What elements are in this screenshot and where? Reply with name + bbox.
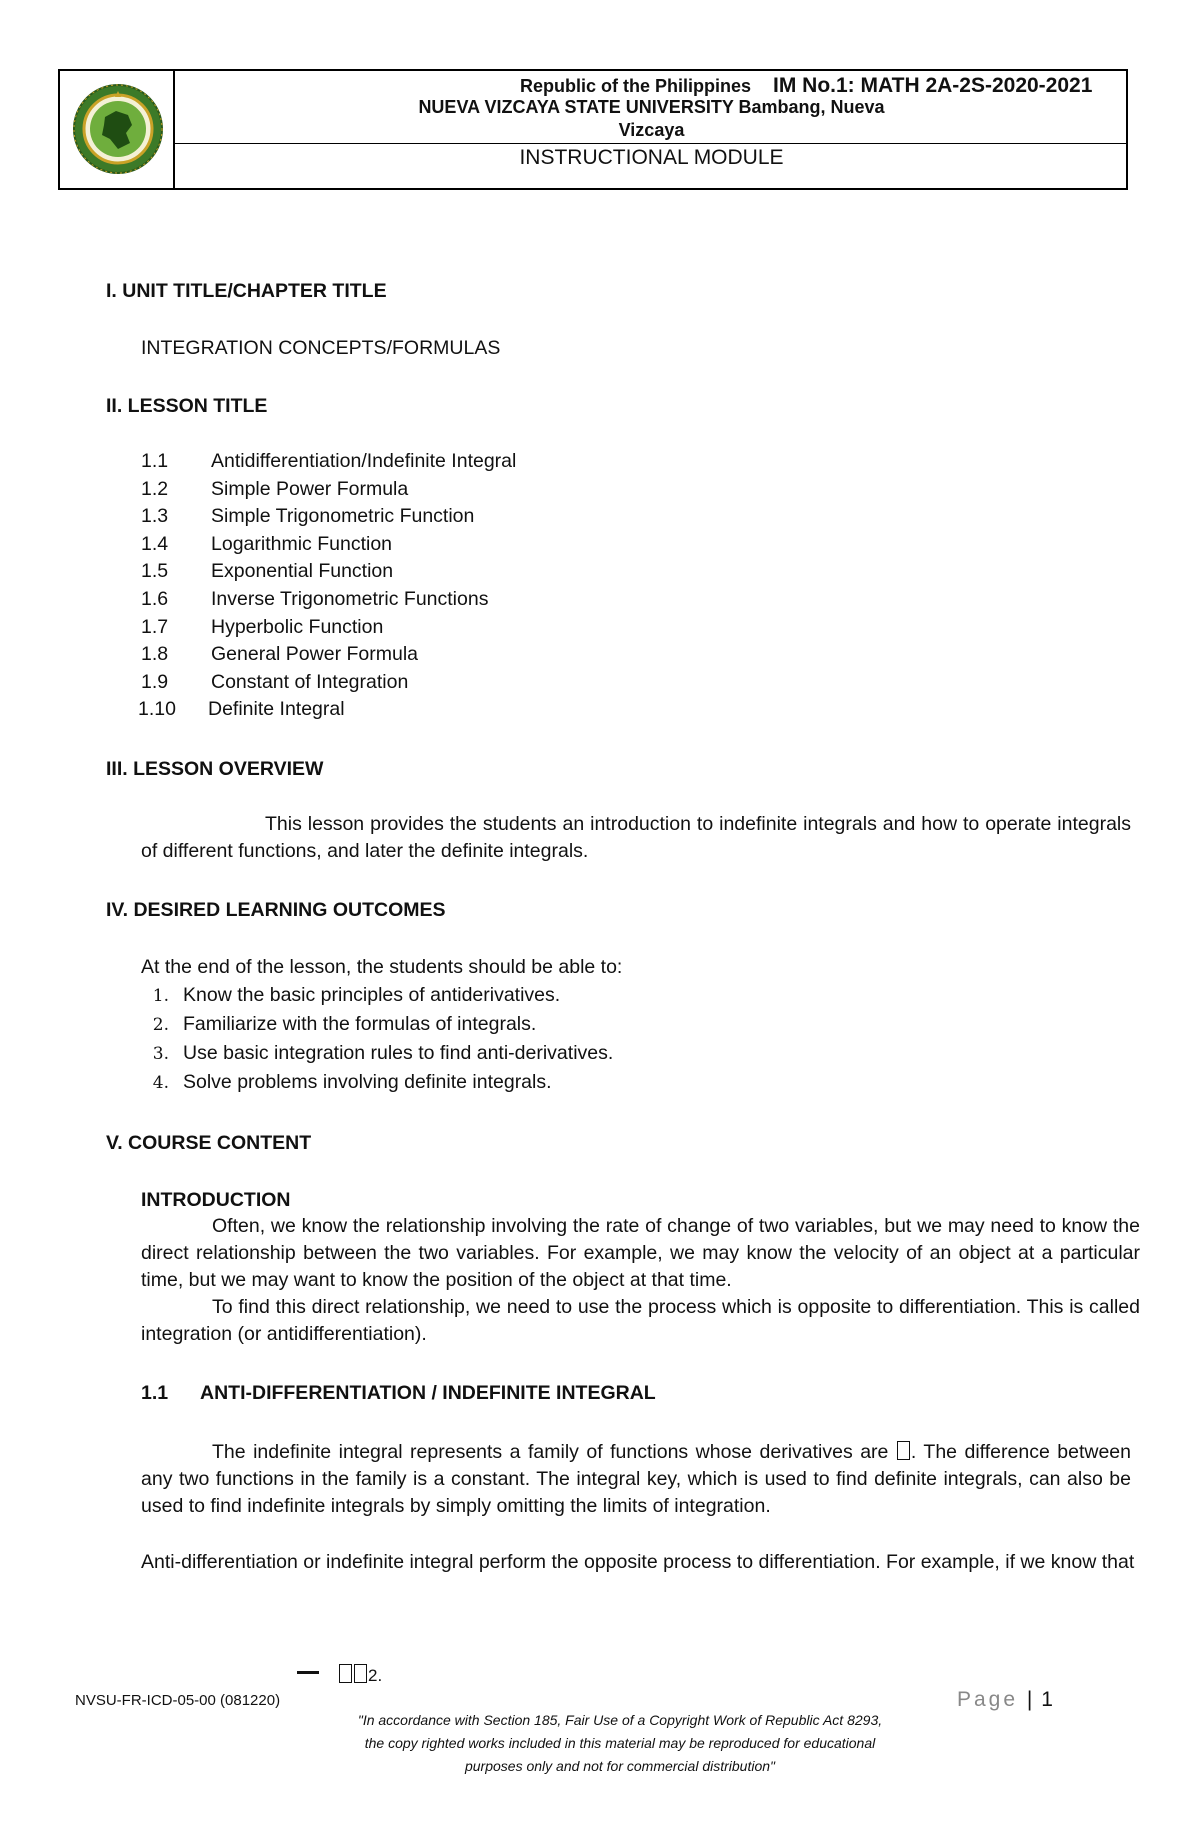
outcomes-intro: At the end of the lesson, the students should be able to: <box>141 956 623 978</box>
lesson-heading: II. LESSON TITLE <box>106 395 268 417</box>
lesson-list <box>138 450 517 728</box>
lesson-item: 1.1 Antidifferentiation/Indefinite Integral <box>141 450 517 472</box>
lesson-item: 1.10 Definite Integral <box>138 698 345 721</box>
header-line-3: Vizcaya <box>618 120 685 140</box>
formula-fragment: 2. <box>338 1664 382 1684</box>
header-line-1: Republic of the Philippines IM No.1: MATH 2A-2S-2020-2021 <box>520 74 1093 97</box>
lesson-item: 1.5 Exponential Function <box>141 560 394 583</box>
lesson-item: 1.4 Logarithmic Function <box>141 532 393 555</box>
lesson-item: 1.3 Simple Trigonometric Function <box>141 505 475 528</box>
outcome-item: 3. Use basic integration rules to find anti-derivatives. <box>152 1042 614 1064</box>
im-code: IM No.1: MATH 2A-2S-2020-2021 <box>773 74 1093 97</box>
module-title: INSTRUCTIONAL MODULE <box>519 146 784 169</box>
copyright-notice-line: the copy righted works included in this material may be reproduced for educational <box>364 1735 876 1751</box>
copyright-notice-line: "In accordance with Section 185, Fair Use of a Copyright Work of Republic Act 8293, <box>357 1712 883 1728</box>
university-logo-cell <box>58 69 175 190</box>
outcome-item: 2. Familiarize with the formulas of integrals. <box>152 1013 537 1035</box>
lesson-item: 1.6 Inverse Trigonometric Functions <box>141 587 489 610</box>
section-1-1-paragraph-2: Anti-differentiation or indefinite integral perform the opposite process to differentiation. For example, if we know that <box>141 1551 1135 1573</box>
unit-title: INTEGRATION CONCEPTS/FORMULAS <box>141 337 501 359</box>
copyright-notice-line: purposes only and not for commercial distribution" <box>464 1758 775 1774</box>
outcome-item: 4. Solve problems involving definite integrals. <box>152 1071 552 1093</box>
copyright-notice <box>200 1709 1040 1778</box>
header-divider <box>175 143 1128 144</box>
missing-glyph-icon <box>897 1441 910 1460</box>
page-number: Page | 1 <box>957 1688 1053 1711</box>
missing-glyph-icon <box>354 1664 367 1683</box>
missing-glyph-icon <box>339 1664 352 1683</box>
course-content-heading: V. COURSE CONTENT <box>106 1132 312 1154</box>
lesson-item: 1.9 Constant of Integration <box>141 670 409 693</box>
lesson-item: 1.2 Simple Power Formula <box>141 477 409 500</box>
university-seal-icon <box>58 69 171 186</box>
introduction-paragraph-2: To find this direct relationship, we need to use the process which is opposite to differentiation. This is called integration (or antidifferentiation). <box>141 1296 1140 1345</box>
introduction-heading: INTRODUCTION <box>141 1189 291 1211</box>
outcomes-list <box>141 986 613 1102</box>
overview-text: This lesson provides the students an introduction to indefinite integrals and how to operate integrals of different functions, and later the definite integrals. <box>141 813 1131 862</box>
lesson-item: 1.8 General Power Formula <box>141 643 418 666</box>
lesson-item: 1.7 Hyperbolic Function <box>141 615 384 638</box>
formula-dash <box>297 1671 319 1674</box>
header-line-2: NUEVA VIZCAYA STATE UNIVERSITY Bambang, Nueva <box>418 97 885 117</box>
form-code: NVSU-FR-ICD-05-00 (081220) <box>75 1692 281 1709</box>
outcomes-heading: IV. DESIRED LEARNING OUTCOMES <box>106 899 446 921</box>
unit-heading: I. UNIT TITLE/CHAPTER TITLE <box>106 280 387 302</box>
overview-heading: III. LESSON OVERVIEW <box>106 758 324 780</box>
section-1-1-heading: 1.1 ANTI-DIFFERENTIATION / INDEFINITE INTEGRAL <box>141 1382 656 1404</box>
introduction-paragraph-1: Often, we know the relationship involving the rate of change of two variables, but we may need to know the direct relationship between the two variables. For example, we may know the velocity of an object at a particular time, but we may want to know the position of the object at that time. <box>141 1215 1140 1291</box>
section-1-1-paragraph-1: The indefinite integral represents a family of functions whose derivatives are . The difference between any two functions in the family is a constant. The integral key, which is used to find definite integrals, can also be used to find indefinite integrals by simply omitting the limits of integration. <box>141 1441 1131 1517</box>
outcome-item: 1. Know the basic principles of antiderivatives. <box>152 984 561 1006</box>
